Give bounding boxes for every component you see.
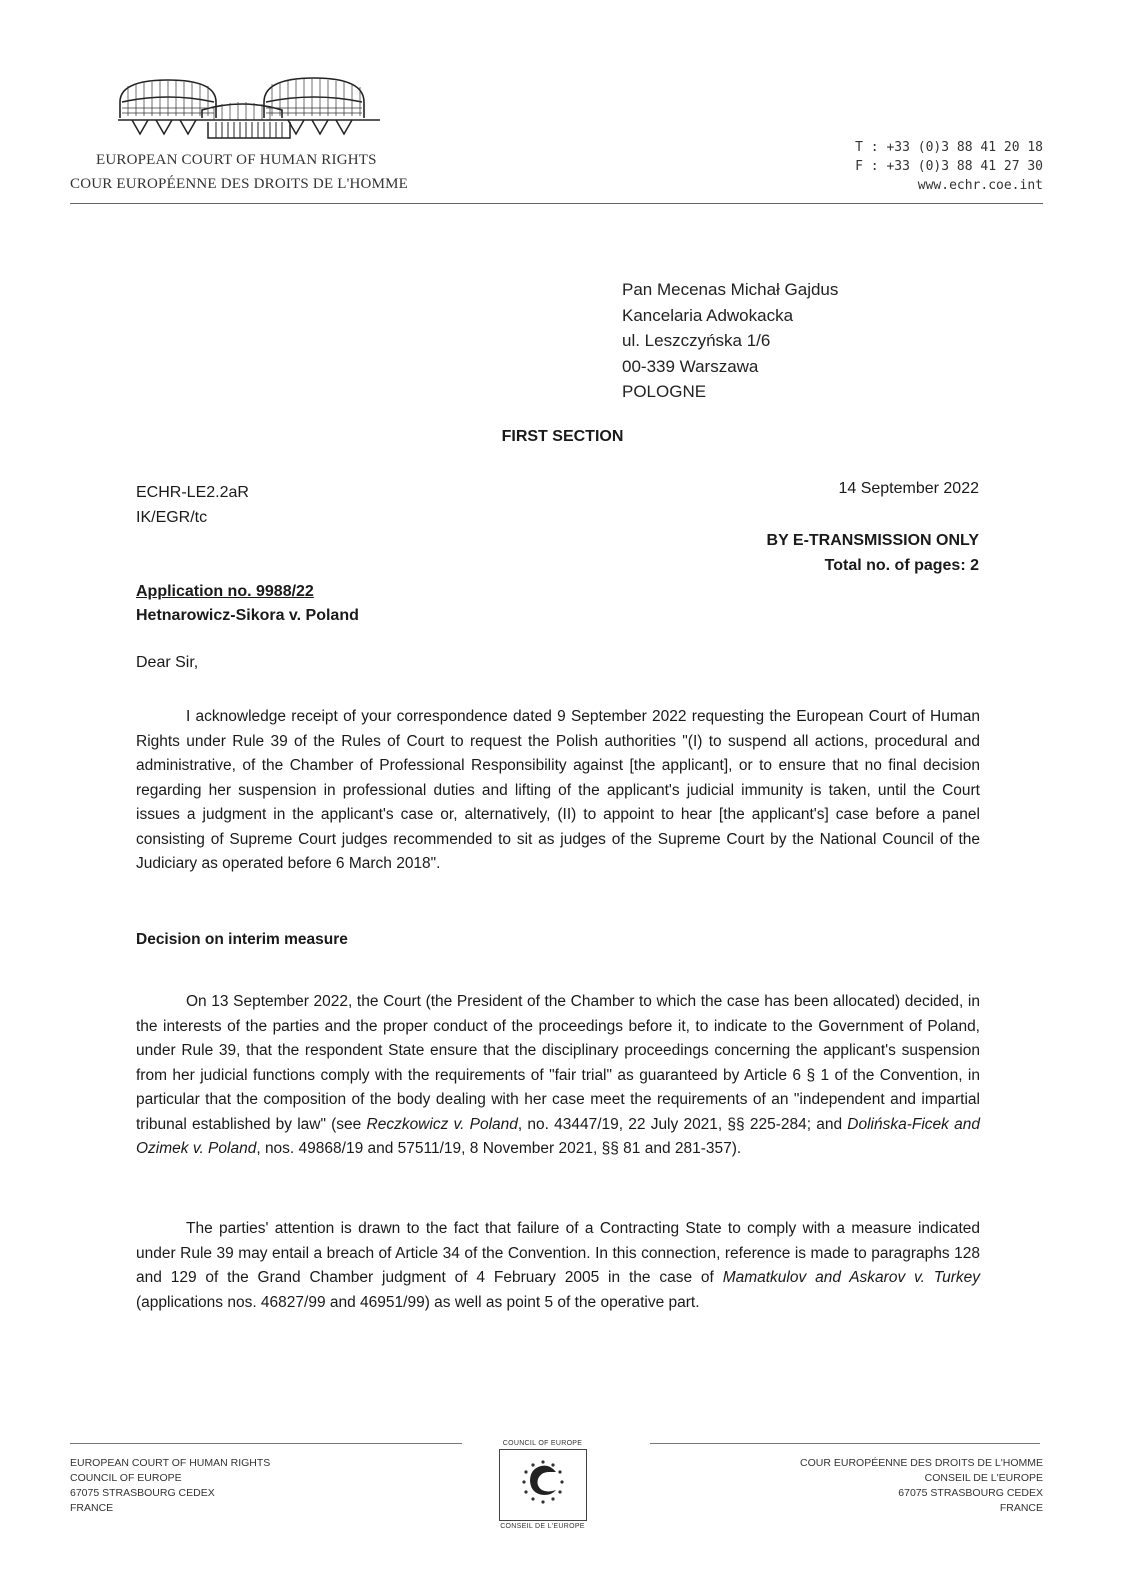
recipient-line: ul. Leszczyńska 1/6 [622,331,771,350]
phone-number: T : +33 (0)3 88 41 20 18 [855,140,1043,155]
reference-block [136,480,249,530]
transmission-block [767,528,979,578]
footer-line: FRANCE [70,1502,114,1514]
case-name: Hetnarowicz-Sikora v. Poland [136,607,359,624]
website: www.echr.coe.int [917,178,1043,193]
coe-emblem-icon [500,1450,586,1520]
decision-heading: Decision on interim measure [136,931,348,948]
paragraph-text: , no. 43447/19, 22 July 2021, §§ 225-284; and [517,1115,848,1133]
transmission-method: BY E-TRANSMISSION ONLY [766,532,979,549]
total-pages: Total no. of pages: 2 [824,557,979,574]
recipient-line: 00-339 Warszawa [622,356,759,376]
fax-number: F : +33 (0)3 88 41 27 30 [855,159,1043,174]
footer-line: COUNCIL OF EUROPE [70,1472,182,1484]
contact-block [855,138,1043,195]
paragraph-decision [136,990,980,1162]
paragraph-notice [136,1217,980,1315]
paragraph-acknowledgement [136,705,980,877]
reference-initials: IK/EGR/tc [136,509,208,526]
recipient-line: POLOGNE [622,382,707,401]
footer-address-en [70,1456,270,1516]
paragraph-text: , nos. 49868/19 and 57511/19, 8 November 2021, §§ 81 and 281-357). [256,1140,742,1157]
paragraph-text: (applications nos. 46827/99 and 46951/99) as well as point 5 of the operative part. [136,1293,700,1311]
reference-code: ECHR-LE2.2aR [136,484,249,501]
footer-line: 67075 STRASBOURG CEDEX [70,1487,215,1499]
coe-emblem-box [499,1449,587,1521]
case-citation: Reczkowicz v. Poland [366,1115,518,1133]
recipient-line: Pan Mecenas Michał Gajdus [622,280,839,299]
application-number: Application no. 9988/22 [136,583,314,600]
footer-divider-left [70,1443,462,1444]
paragraph-text: I acknowledge receipt of your correspondence dated 9 September 2022 requesting the European Court of Human Rights under Rule 39 of the Rules of Court to request the Polish authorities "(I) to suspend all actions, procedural and administrative, of the Chamber of Professional Responsibility against [the applicant], or to ensure that no final decision regarding her suspension in professional duties and lifting of the applicant's judicial immunity is taken, until the Court issues a judgment in the applicant's case or, alternatively, (II) to appoint to hear [the applicant's] case before a panel consisting of Supreme Court judges recommended to sit as judges of the Supreme Court by the National Council of the Judiciary as operated before 6 March 2018". [136,708,980,872]
recipient-address [622,277,838,405]
case-citation: Mamatkulov and Askarov v. Turkey [722,1269,980,1286]
coe-label-bottom: CONSEIL DE L'EUROPE [500,1523,585,1530]
footer-line: EUROPEAN COURT OF HUMAN RIGHTS [70,1457,271,1469]
echr-building-logo [118,72,380,152]
council-of-europe-logo [490,1440,595,1530]
footer-line: CONSEIL DE L'EUROPE [924,1472,1043,1484]
court-name-en: EUROPEAN COURT OF HUMAN RIGHTS [96,152,377,168]
case-citation: Dolińska-Ficek and Ozimek v. Poland [136,1115,980,1157]
court-name-fr: COUR EUROPÉENNE DES DROITS DE L'HOMME [70,176,409,192]
salutation: Dear Sir, [136,654,199,671]
footer-line: COUR EUROPÉENNE DES DROITS DE L'HOMME [800,1457,1043,1469]
recipient-line: Kancelaria Adwokacka [622,305,794,325]
paragraph-text: On 13 September 2022, the Court (the President of the Chamber to which the case has been allocated) decided, in the interests of the parties and the proper conduct of the proceedings before it, to indicate to the Government of Poland, under Rule 39, that the respondent State ensure that the disciplinary proceedings concerning the applicant's suspension from her judicial functions comply with the requirements of "fair trial" as guaranteed by Article 6 § 1 of the Convention, in particular that the composition of the body dealing with her case meet the requirements of an "independent and impartial tribunal established by law" (see [136,993,980,1133]
footer-divider-right [650,1443,1040,1444]
coe-label-top: COUNCIL OF EUROPE [502,1440,583,1447]
footer-line: FRANCE [999,1502,1043,1514]
application-block [136,580,359,628]
footer-address-fr [800,1456,1043,1516]
letter-date: 14 September 2022 [838,480,979,497]
section-title: FIRST SECTION [501,428,624,445]
footer-line: 67075 STRASBOURG CEDEX [898,1487,1043,1499]
header-divider [70,203,1043,204]
paragraph-text: The parties' attention is drawn to the fact that failure of a Contracting State to comply with a measure indicated under Rule 39 may entail a breach of Article 34 of the Convention. In this connection, reference is made to paragraphs 128 and 129 of the Grand Chamber judgment of 4 February 2005 in the case of [136,1220,980,1286]
